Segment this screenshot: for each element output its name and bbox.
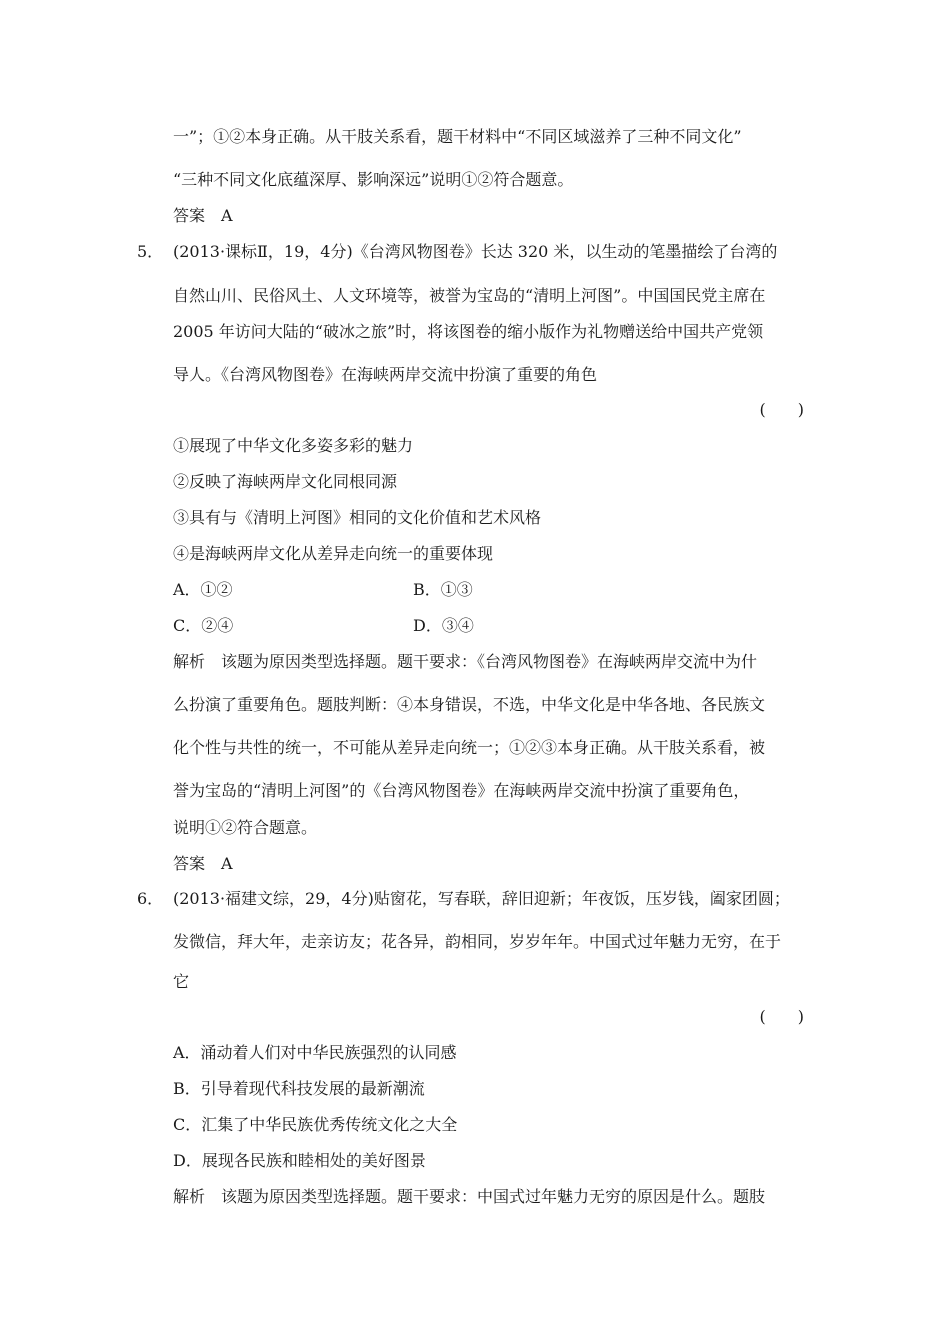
q6-stem-line-2: 发微信，拜大年，走亲访友；花各异，韵相同，岁岁年年。中国式过年魅力无穷，在于 [173, 932, 782, 951]
q6-option-d: D．展现各民族和睦相处的美好图景 [173, 1151, 426, 1170]
answer-q4: 答案 A [173, 206, 233, 225]
q6-option-c: C．汇集了中华民族优秀传统文化之大全 [173, 1115, 458, 1134]
q5-analysis-line-1: 解析 该题为原因类型选择题。题干要求：《台湾风物图卷》在海峡两岸交流中为什 [173, 652, 758, 671]
q6-number: 6． [137, 889, 164, 908]
q5-answer-bracket: ( ) [759, 400, 804, 419]
continuation-line-2: “三种不同文化底蕴深厚、影响深远”说明①②符合题意。 [173, 170, 574, 189]
q5-stem-line-4: 导人。《台湾风物图卷》在海峡两岸交流中扮演了重要的角色 [173, 365, 598, 384]
q5-option-b: B．①③ [413, 580, 473, 599]
q5-analysis-line-3: 化个性与共性的统一，不可能从差异走向统一；①②③本身正确。从干肢关系看，被 [173, 738, 766, 757]
q5-option-a: A．①② [173, 580, 233, 599]
q6-stem-line-1: (2013·福建文综，29，4分)贴窗花，写春联，辞旧迎新；年夜饭，压岁钱，阖家团圆； [173, 889, 790, 908]
q5-statement-1: ①展现了中华文化多姿多彩的魅力 [173, 436, 414, 455]
q6-stem-line-3: 它 [173, 972, 190, 991]
q5-statement-3: ③具有与《清明上河图》相同的文化价值和艺术风格 [173, 508, 542, 527]
q5-analysis-line-4: 誉为宝岛的“清明上河图”的《台湾风物图卷》在海峡两岸交流中扮演了重要角色， [173, 781, 750, 800]
continuation-line-1: 一”；①②本身正确。从干肢关系看，题干材料中“不同区域滋养了三种不同文化” [173, 127, 742, 146]
q6-analysis-line-1: 解析 该题为原因类型选择题。题干要求：中国式过年魅力无穷的原因是什么。题肢 [173, 1187, 766, 1206]
q5-stem-line-3: 2005 年访问大陆的“破冰之旅”时，将该图卷的缩小版作为礼物赠送给中国共产党领 [173, 322, 764, 341]
answer-q5: 答案 A [173, 854, 233, 873]
q6-option-b: B．引导着现代科技发展的最新潮流 [173, 1079, 425, 1098]
q5-stem-line-1: (2013·课标Ⅱ，19，4分)《台湾风物图卷》长达 320 米，以生动的笔墨描绘了台湾的 [173, 242, 778, 261]
q5-option-c: C．②④ [173, 616, 234, 635]
q5-statement-4: ④是海峡两岸文化从差异走向统一的重要体现 [173, 544, 494, 563]
q6-answer-bracket: ( ) [759, 1007, 804, 1026]
q5-analysis-line-5: 说明①②符合题意。 [173, 818, 318, 837]
q5-statement-2: ②反映了海峡两岸文化同根同源 [173, 472, 398, 491]
q5-stem-line-2: 自然山川、民俗风土、人文环境等，被誉为宝岛的“清明上河图”。中国国民党主席在 [173, 286, 766, 305]
q5-analysis-line-2: 么扮演了重要角色。题肢判断：④本身错误，不选，中华文化是中华各地、各民族文 [173, 695, 766, 714]
q5-number: 5． [137, 242, 164, 261]
q5-option-d: D．③④ [413, 616, 474, 635]
q6-option-a: A．涌动着人们对中华民族强烈的认同感 [173, 1043, 457, 1062]
